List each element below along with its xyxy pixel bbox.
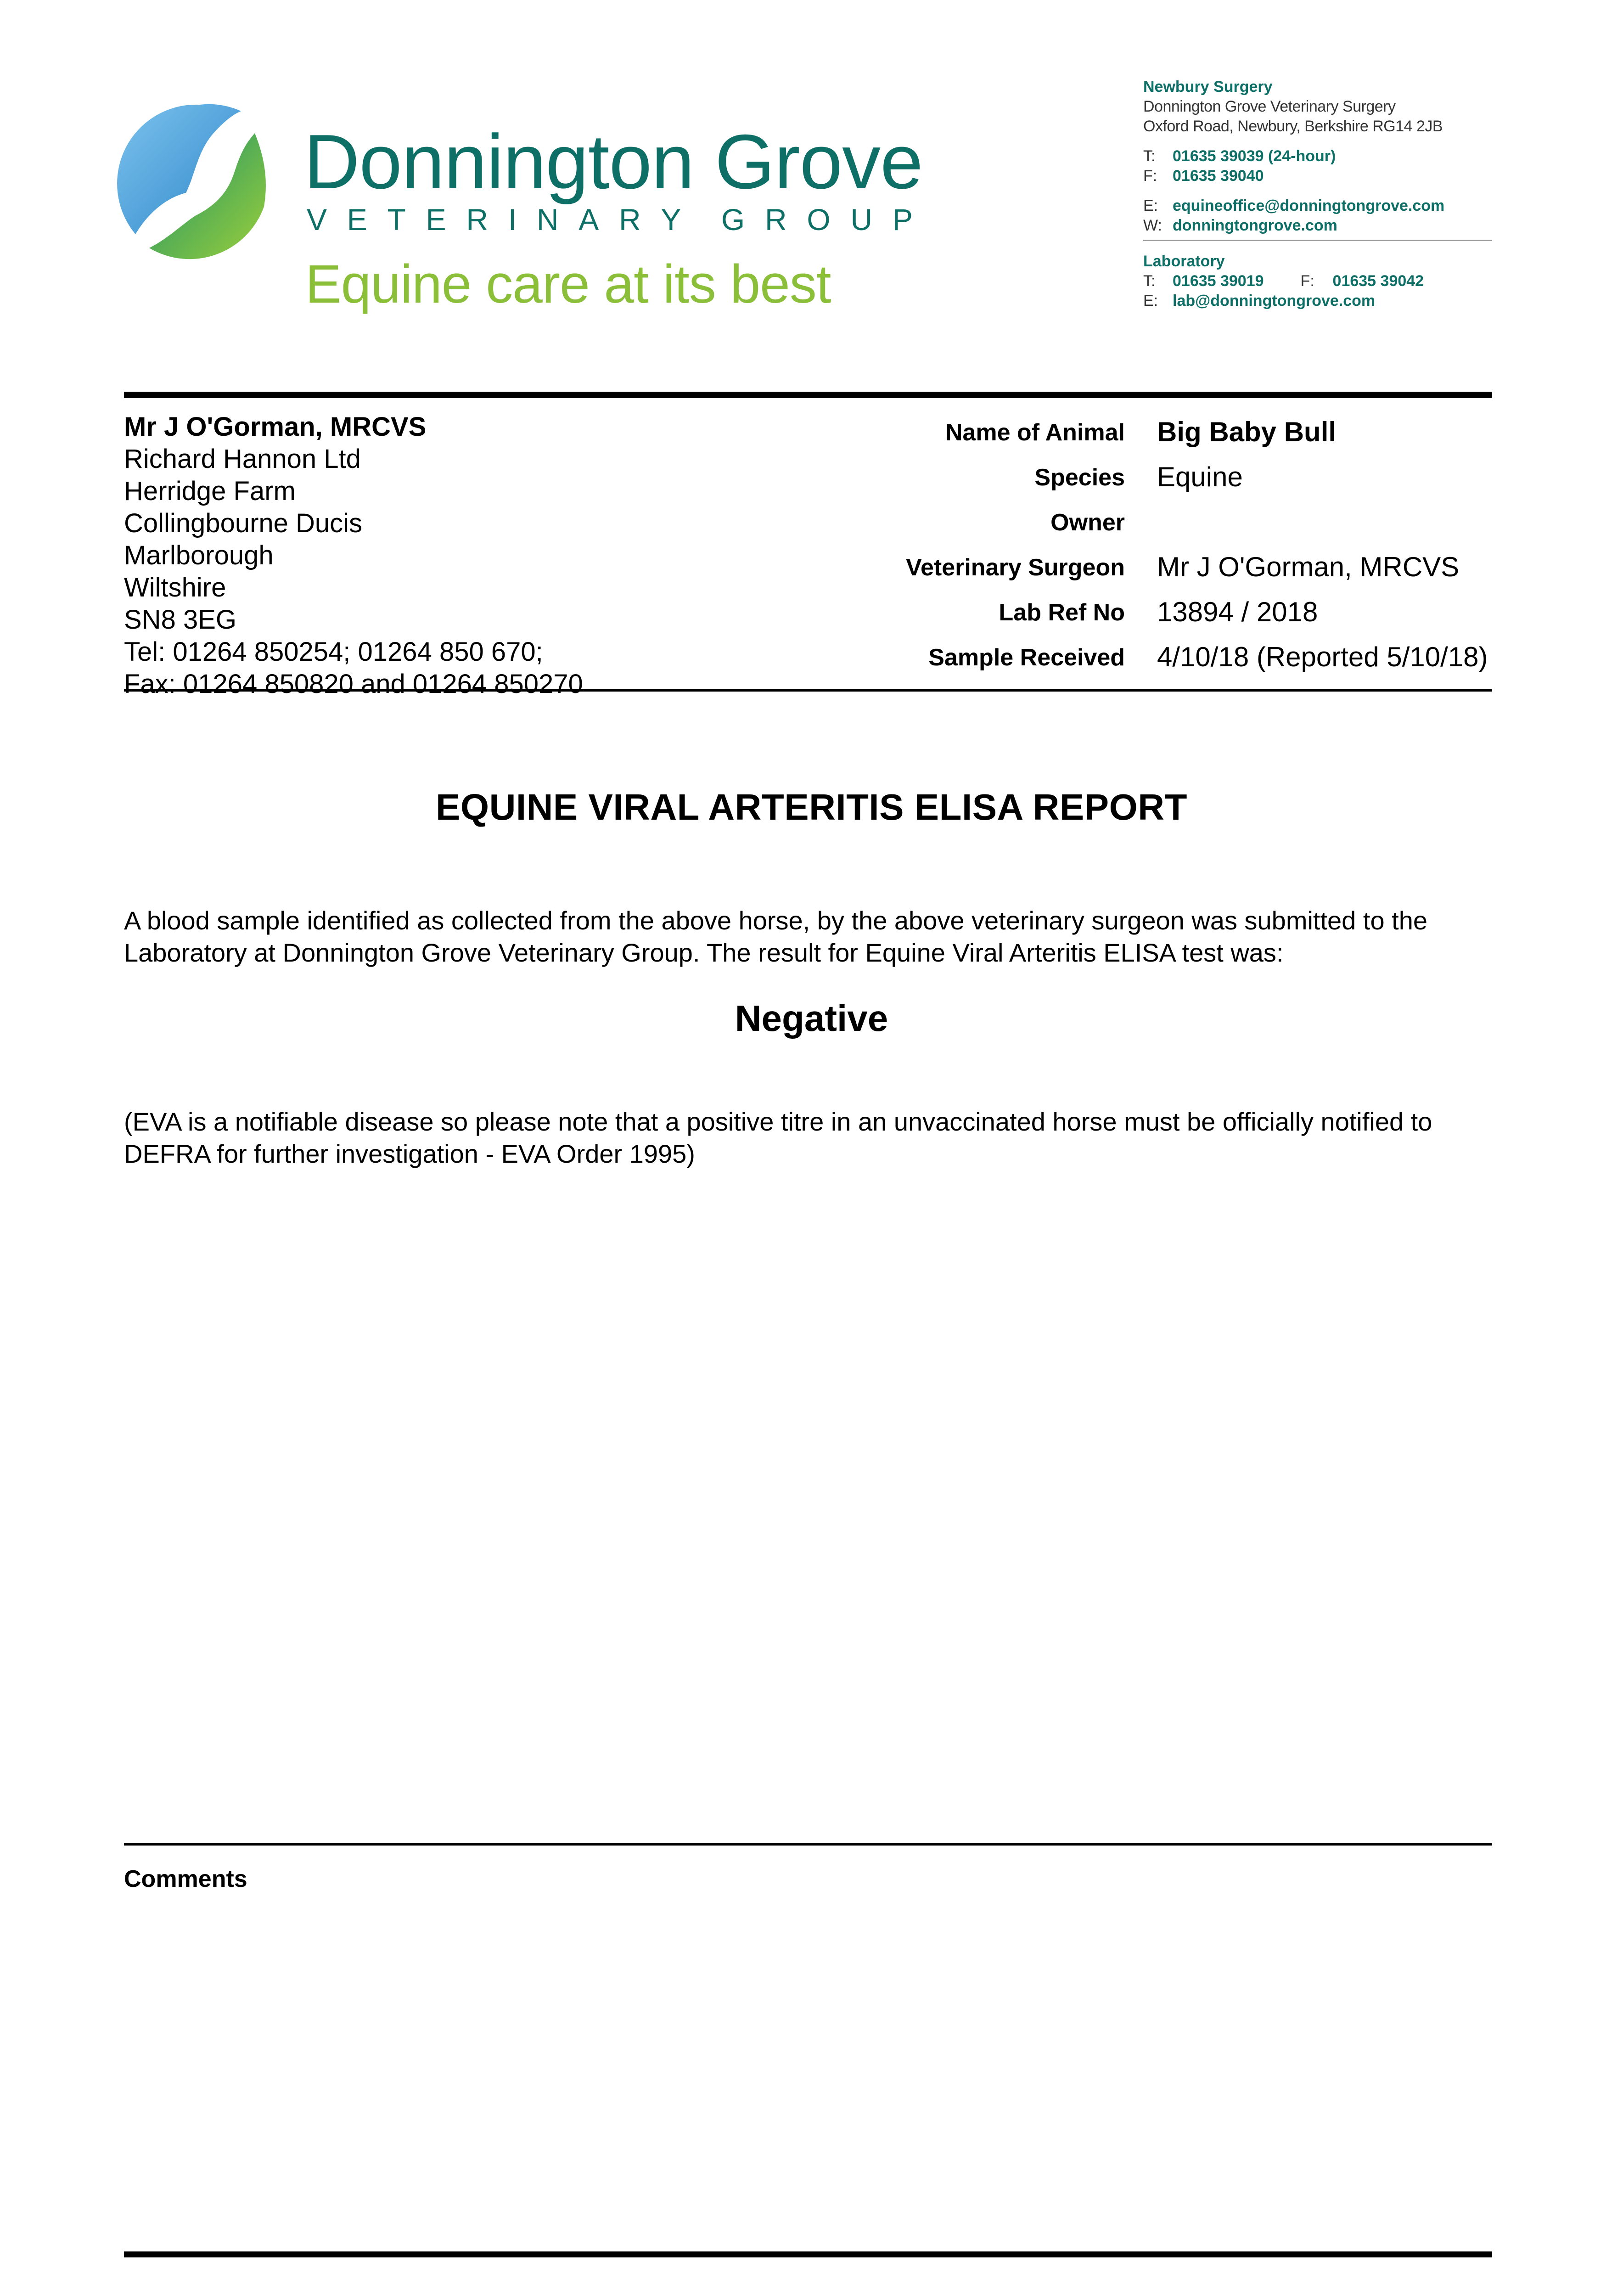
recipient-line: Fax: 01264 850820 and 01264 850270 <box>124 669 583 699</box>
recipient-line: Collingbourne Ducis <box>124 508 363 538</box>
laboratory-contact <box>1143 252 1492 311</box>
surgery-fax-key: F: <box>1143 167 1157 185</box>
lab-email-key: E: <box>1143 292 1158 310</box>
sample-received-value: 4/10/18 (Reported 5/10/18) <box>1157 642 1488 672</box>
recipient-address <box>124 411 721 699</box>
recipient-line: Herridge Farm <box>124 476 296 506</box>
detail-row-received <box>895 638 1492 683</box>
surgery-web-key: W: <box>1143 217 1162 234</box>
animal-details <box>895 413 1492 683</box>
surgery-web-link[interactable]: donningtongrove.com <box>1173 217 1337 234</box>
detail-row-labref <box>895 593 1492 638</box>
brand-subtitle: V E T E R I N A R Y G R O U P <box>307 203 913 236</box>
animal-name-value: Big Baby Bull <box>1157 416 1337 447</box>
lab-email-link[interactable]: lab@donningtongrove.com <box>1173 292 1376 310</box>
lab-tel: 01635 39019 <box>1173 272 1264 290</box>
lab-fax-key: F: <box>1300 272 1314 290</box>
comments-label: Comments <box>124 1866 247 1892</box>
notifiable-disease-note: (EVA is a notifiable disease so please note that a positive titre in an unvaccinated horse must be officially notified to DEFRA for further investigation - EVA Order 1995) <box>124 1107 1432 1168</box>
surgery-tel-key: T: <box>1143 147 1156 165</box>
owner-label: Owner <box>1050 509 1125 536</box>
test-result: Negative <box>735 998 888 1039</box>
surgery-email-key: E: <box>1143 197 1158 214</box>
recipient-line: SN8 3EG <box>124 605 236 635</box>
recipient-line: Wiltshire <box>124 573 226 602</box>
report-title: EQUINE VIRAL ARTERITIS ELISA REPORT <box>436 787 1187 827</box>
lab-fax: 01635 39042 <box>1332 272 1424 290</box>
horse-head-logo-icon <box>117 101 282 266</box>
report-intro: A blood sample identified as collected from the above horse, by the above veterinary surgeon was submitted to the Laboratory at Donnington Grove Veterinary Group. The result for Equine Viral Arteritis ELISA test was: <box>124 906 1427 967</box>
species-label: Species <box>1034 464 1125 491</box>
lab-tel-key: T: <box>1143 272 1156 290</box>
surgery-fax: 01635 39040 <box>1173 167 1264 185</box>
footer-divider <box>124 2251 1492 2257</box>
detail-row-animal <box>895 413 1492 458</box>
detail-row-species <box>895 458 1492 503</box>
lab-ref-value: 13894 / 2018 <box>1157 597 1318 627</box>
animal-name-label: Name of Animal <box>945 419 1125 446</box>
recipient-line: Richard Hannon Ltd <box>124 444 361 474</box>
contact-divider <box>1143 240 1492 241</box>
recipient-line: Marlborough <box>124 540 274 570</box>
recipient-line: Tel: 01264 850254; 01264 850 670; <box>124 637 543 667</box>
surgeon-label: Veterinary Surgeon <box>906 554 1125 581</box>
header-divider <box>124 392 1492 398</box>
lab-ref-label: Lab Ref No <box>999 599 1125 626</box>
sample-received-label: Sample Received <box>928 644 1125 671</box>
species-value: Equine <box>1157 461 1243 492</box>
surgeon-value: Mr J O'Gorman, MRCVS <box>1157 551 1460 582</box>
comments-divider <box>124 1843 1492 1846</box>
detail-row-surgeon <box>895 548 1492 593</box>
recipient-name: Mr J O'Gorman, MRCVS <box>124 412 427 442</box>
surgery-address-line1: Donnington Grove Veterinary Surgery <box>1143 98 1396 115</box>
surgery-address-line2: Oxford Road, Newbury, Berkshire RG14 2JB <box>1143 118 1443 135</box>
laboratory-heading: Laboratory <box>1143 253 1225 270</box>
brand-tagline: Equine care at its best <box>305 254 831 315</box>
surgery-contact <box>1143 77 1492 236</box>
detail-row-owner <box>895 503 1492 548</box>
surgery-tel: 01635 39039 (24-hour) <box>1173 147 1336 165</box>
surgery-email-link[interactable]: equineoffice@donningtongrove.com <box>1173 197 1445 214</box>
surgery-heading: Newbury Surgery <box>1143 78 1273 96</box>
brand-name: Donnington Grove <box>304 118 923 205</box>
